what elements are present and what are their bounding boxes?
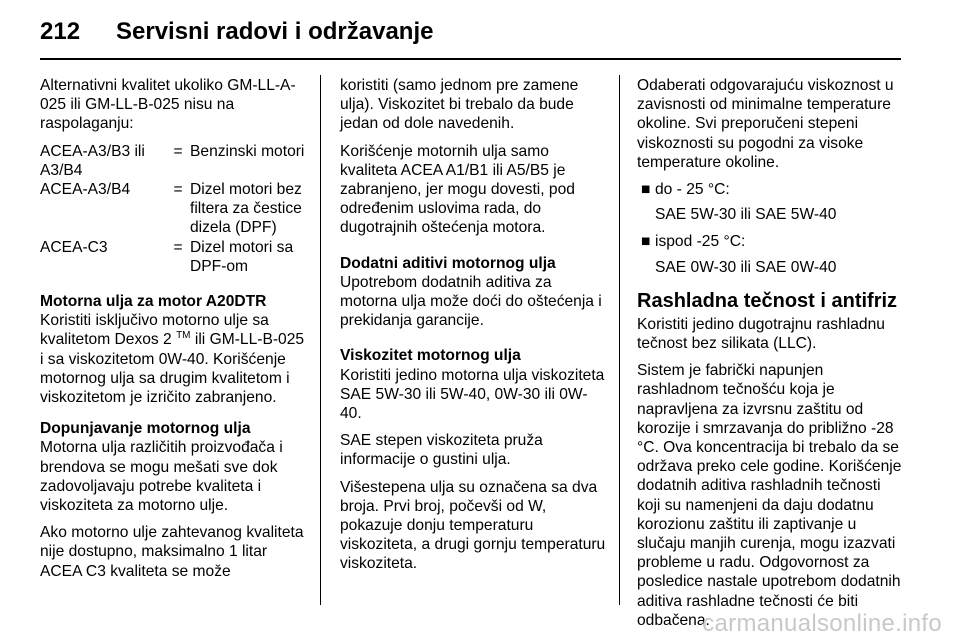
bullet-value: SAE 5W-30 ili SAE 5W-40	[655, 206, 837, 224]
continuation-paragraph: koristiti (samo jednom pre zamene ulja). Viskozitet bi trebalo da bude jedan od dole navedenih.	[340, 77, 579, 133]
coolant-heading: Rashladna tečnost i antifriz	[637, 289, 898, 312]
bullet-square-icon: ■	[641, 181, 651, 199]
coolant-paragraph-2: Sistem je fabrički napunjen rashladnom tečnošću koja je napravljena za izvrsnu zaštitu od korozije i smrzavanja do približno -28 °C. Ova koncentracija bi trebalo da se održava preko cele godine. Korišćenje dodatnih aditiva rashladnih tečnosti koji su namenjeni da daju dodatnu korozionu zaštitu ili zaptivanje u slučaju manjih curenja, mogu izazvati probleme u radu. Odgovornost za posledice nastale upotrebom dodatnih aditiva rashladne tečnosti će biti odbačena.	[637, 362, 902, 629]
a20dtr-paragraph	[40, 311, 310, 407]
prohibited-oils-paragraph: Korišćenje motornih ulja samo kvaliteta ACEA A1/B1 ili A5/B5 je zabranjeno, jer mogu dovesti, pod određenim uslovima rada, do dugotrajnih oštećenja motora.	[340, 142, 575, 237]
bullet-label: ispod -25 °C:	[655, 233, 746, 251]
topup-paragraph: Motorna ulja različitih proizvođača i brendova se mogu mešati sve dok zadovoljavaju potrebe kvaliteta i viskoziteta za motorno ulje.	[40, 439, 283, 515]
additives-heading: Dodatni aditivi motornog ulja	[340, 254, 556, 272]
sae-grade-paragraph: SAE stepen viskoziteta pruža informacije o gustini ulja.	[340, 432, 543, 469]
table-row	[40, 142, 310, 180]
viscosity-paragraph: Koristiti jedino motorna ulja viskoziteta SAE 5W-30 ili 5W-40, 0W-30 ili 0W-40.	[340, 366, 605, 423]
bullet-value: SAE 0W-30 ili SAE 0W-40	[655, 258, 837, 276]
watermark: carmanualsonline.info	[702, 610, 942, 637]
header-divider	[40, 58, 901, 60]
page-number: 212	[40, 18, 81, 45]
additives-paragraph: Upotrebom dodatnih aditiva za motorna ulja može doći do oštećenja i prekidanja garancije.	[340, 273, 602, 330]
column-divider	[320, 75, 321, 605]
oil-spec-table	[40, 142, 310, 276]
table-row	[40, 180, 310, 238]
coolant-paragraph-1: Koristiti jedino dugotrajnu rashladnu tečnost bez silikata (LLC).	[637, 315, 885, 353]
page-header	[40, 8, 900, 58]
table-row	[40, 238, 310, 276]
a20dtr-heading: Motorna ulja za motor A20DTR	[40, 293, 267, 311]
equals-cell: =	[173, 238, 183, 256]
desc-cell: Dizel motori sa DPF-om	[190, 238, 294, 275]
column-1	[40, 76, 310, 589]
alternative-quality-intro: Alternativni kvalitet ukoliko GM-LL-A-025 ili GM-LL-B-025 nisu na raspolaganju:	[40, 77, 296, 133]
column-3	[637, 76, 905, 638]
desc-cell: Dizel motori bez filtera za čestice dizela (DPF)	[190, 181, 302, 237]
a20dtr-text-start: Koristiti isključivo motorno ulje sa kvalitetom Dexos 2	[40, 312, 269, 349]
list-item	[637, 232, 905, 251]
spec-cell: ACEA-C3	[40, 238, 108, 256]
page-title: Servisni radovi i održavanje	[116, 18, 434, 45]
bullet-label: do - 25 °C:	[655, 181, 730, 199]
desc-cell: Benzinski motori	[190, 142, 305, 160]
trademark-mark: TM	[176, 330, 191, 342]
topup-heading: Dopunjavanje motornog ulja	[40, 420, 251, 438]
spec-cell: ACEA-A3/B3 ili A3/B4	[40, 142, 145, 179]
column-2	[340, 76, 606, 582]
viscosity-selection-paragraph: Odaberati odgovarajuću viskoznost u zavisnosti od minimalne temperature okoline. Svi preporučeni stepeni viskoznosti su pogodni za visoke temperature okoline.	[637, 77, 894, 171]
equals-cell: =	[173, 142, 183, 160]
column-divider	[619, 75, 620, 605]
list-item	[637, 180, 905, 199]
unavailable-oil-paragraph: Ako motorno ulje zahtevanog kvaliteta nije dostupno, maksimalno 1 litar ACEA C3 kvaliteta se može	[40, 524, 304, 580]
a20dtr-text-end: ili GM-LL-B-025 i sa viskozitetom 0W-40. Korišćenje motornog ulja sa drugim kvalitetom i viskozitetom je izričito zabranjeno.	[40, 331, 305, 407]
equals-cell: =	[173, 181, 183, 199]
multigrade-paragraph: Višestepena ulja su označena sa dva broja. Prvi broj, počevši od W, pokazuje donju temperaturu viskoziteta, a drugi gornju temperaturu viskoziteta.	[340, 478, 606, 573]
spec-cell: ACEA-A3/B4	[40, 181, 131, 199]
viscosity-heading: Viskozitet motornog ulja	[340, 347, 521, 365]
bullet-square-icon: ■	[641, 233, 651, 251]
